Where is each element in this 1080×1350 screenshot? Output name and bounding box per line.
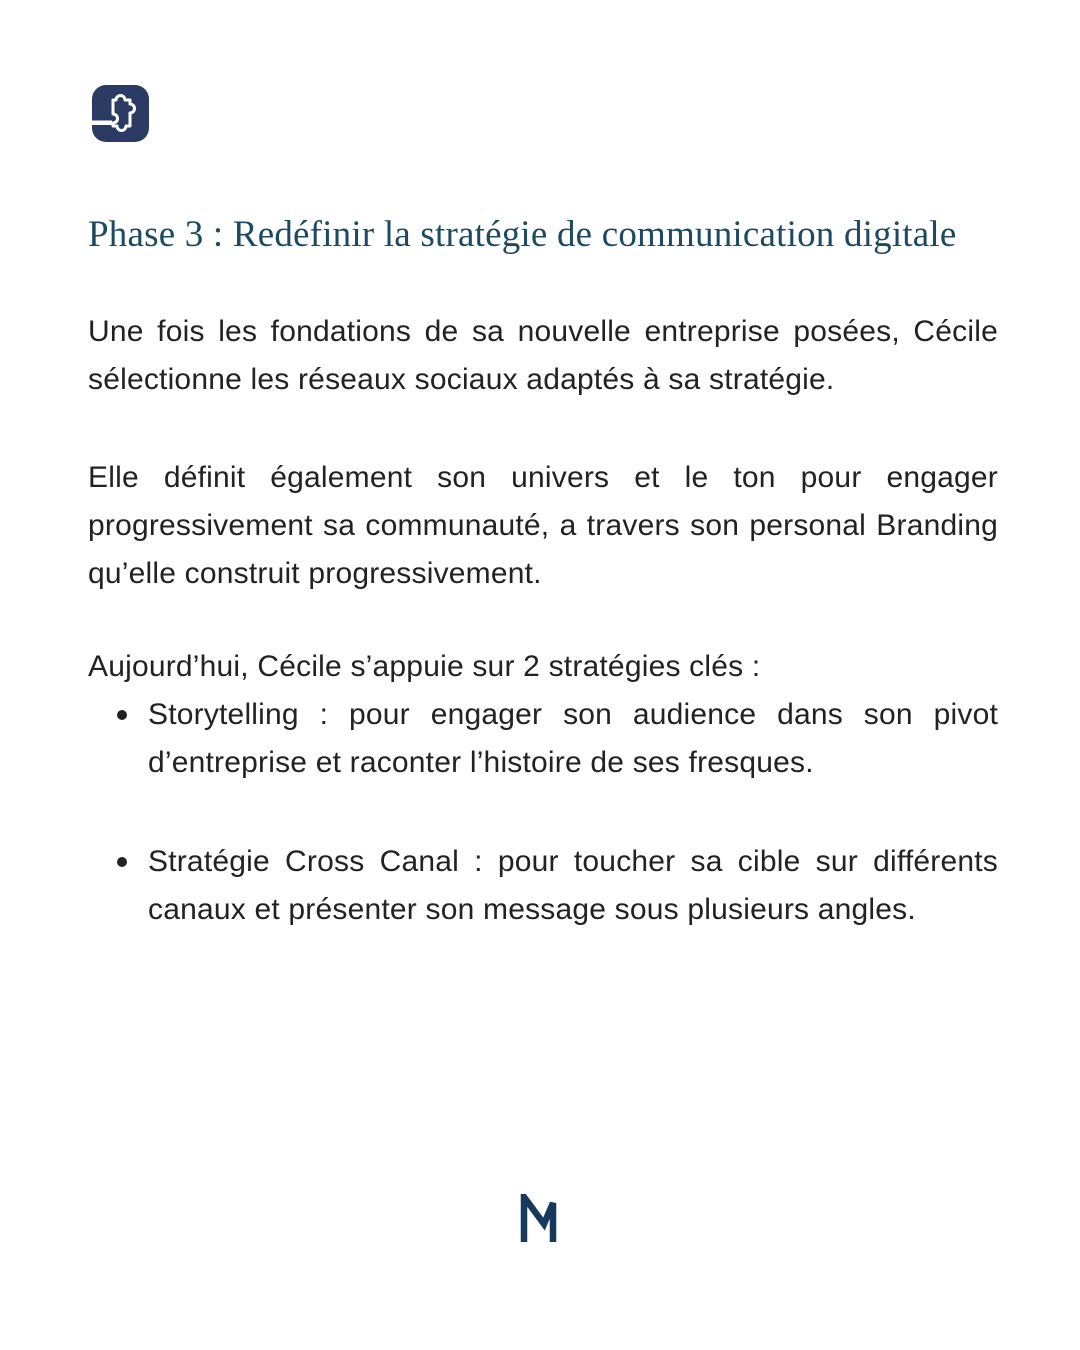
list-item-text: Stratégie Cross Canal : pour toucher sa cible sur différents canaux et présenter son message sous plusieurs angles. [148, 845, 998, 926]
puzzle-piece-icon [92, 85, 149, 142]
slide-content [88, 209, 998, 934]
paragraph-univers-ton: Elle définit également son univers et le ton pour engager progressivement sa communauté, a travers son personal Branding qu’elle construit progressivement. [88, 461, 998, 590]
page-title: Phase 3 : Redéfinir la stratégie de communication digitale [88, 214, 957, 255]
list-item-storytelling [88, 691, 998, 787]
list-item-text: Storytelling : pour engager son audience dans son pivot d’entreprise et raconter l’histoire de ses fresques. [148, 698, 998, 779]
m-logo-icon [520, 1194, 560, 1242]
strategies-intro: Aujourd’hui, Cécile s’appuie sur 2 stratégies clés : [88, 650, 761, 683]
paragraph-foundations: Une fois les fondations de sa nouvelle entreprise posées, Cécile sélectionne les réseaux sociaux adaptés à sa stratégie. [88, 315, 998, 396]
strategy-list [88, 691, 998, 934]
bullet-icon [117, 857, 127, 867]
list-item-cross-canal [88, 838, 998, 934]
bullet-icon [117, 710, 127, 720]
